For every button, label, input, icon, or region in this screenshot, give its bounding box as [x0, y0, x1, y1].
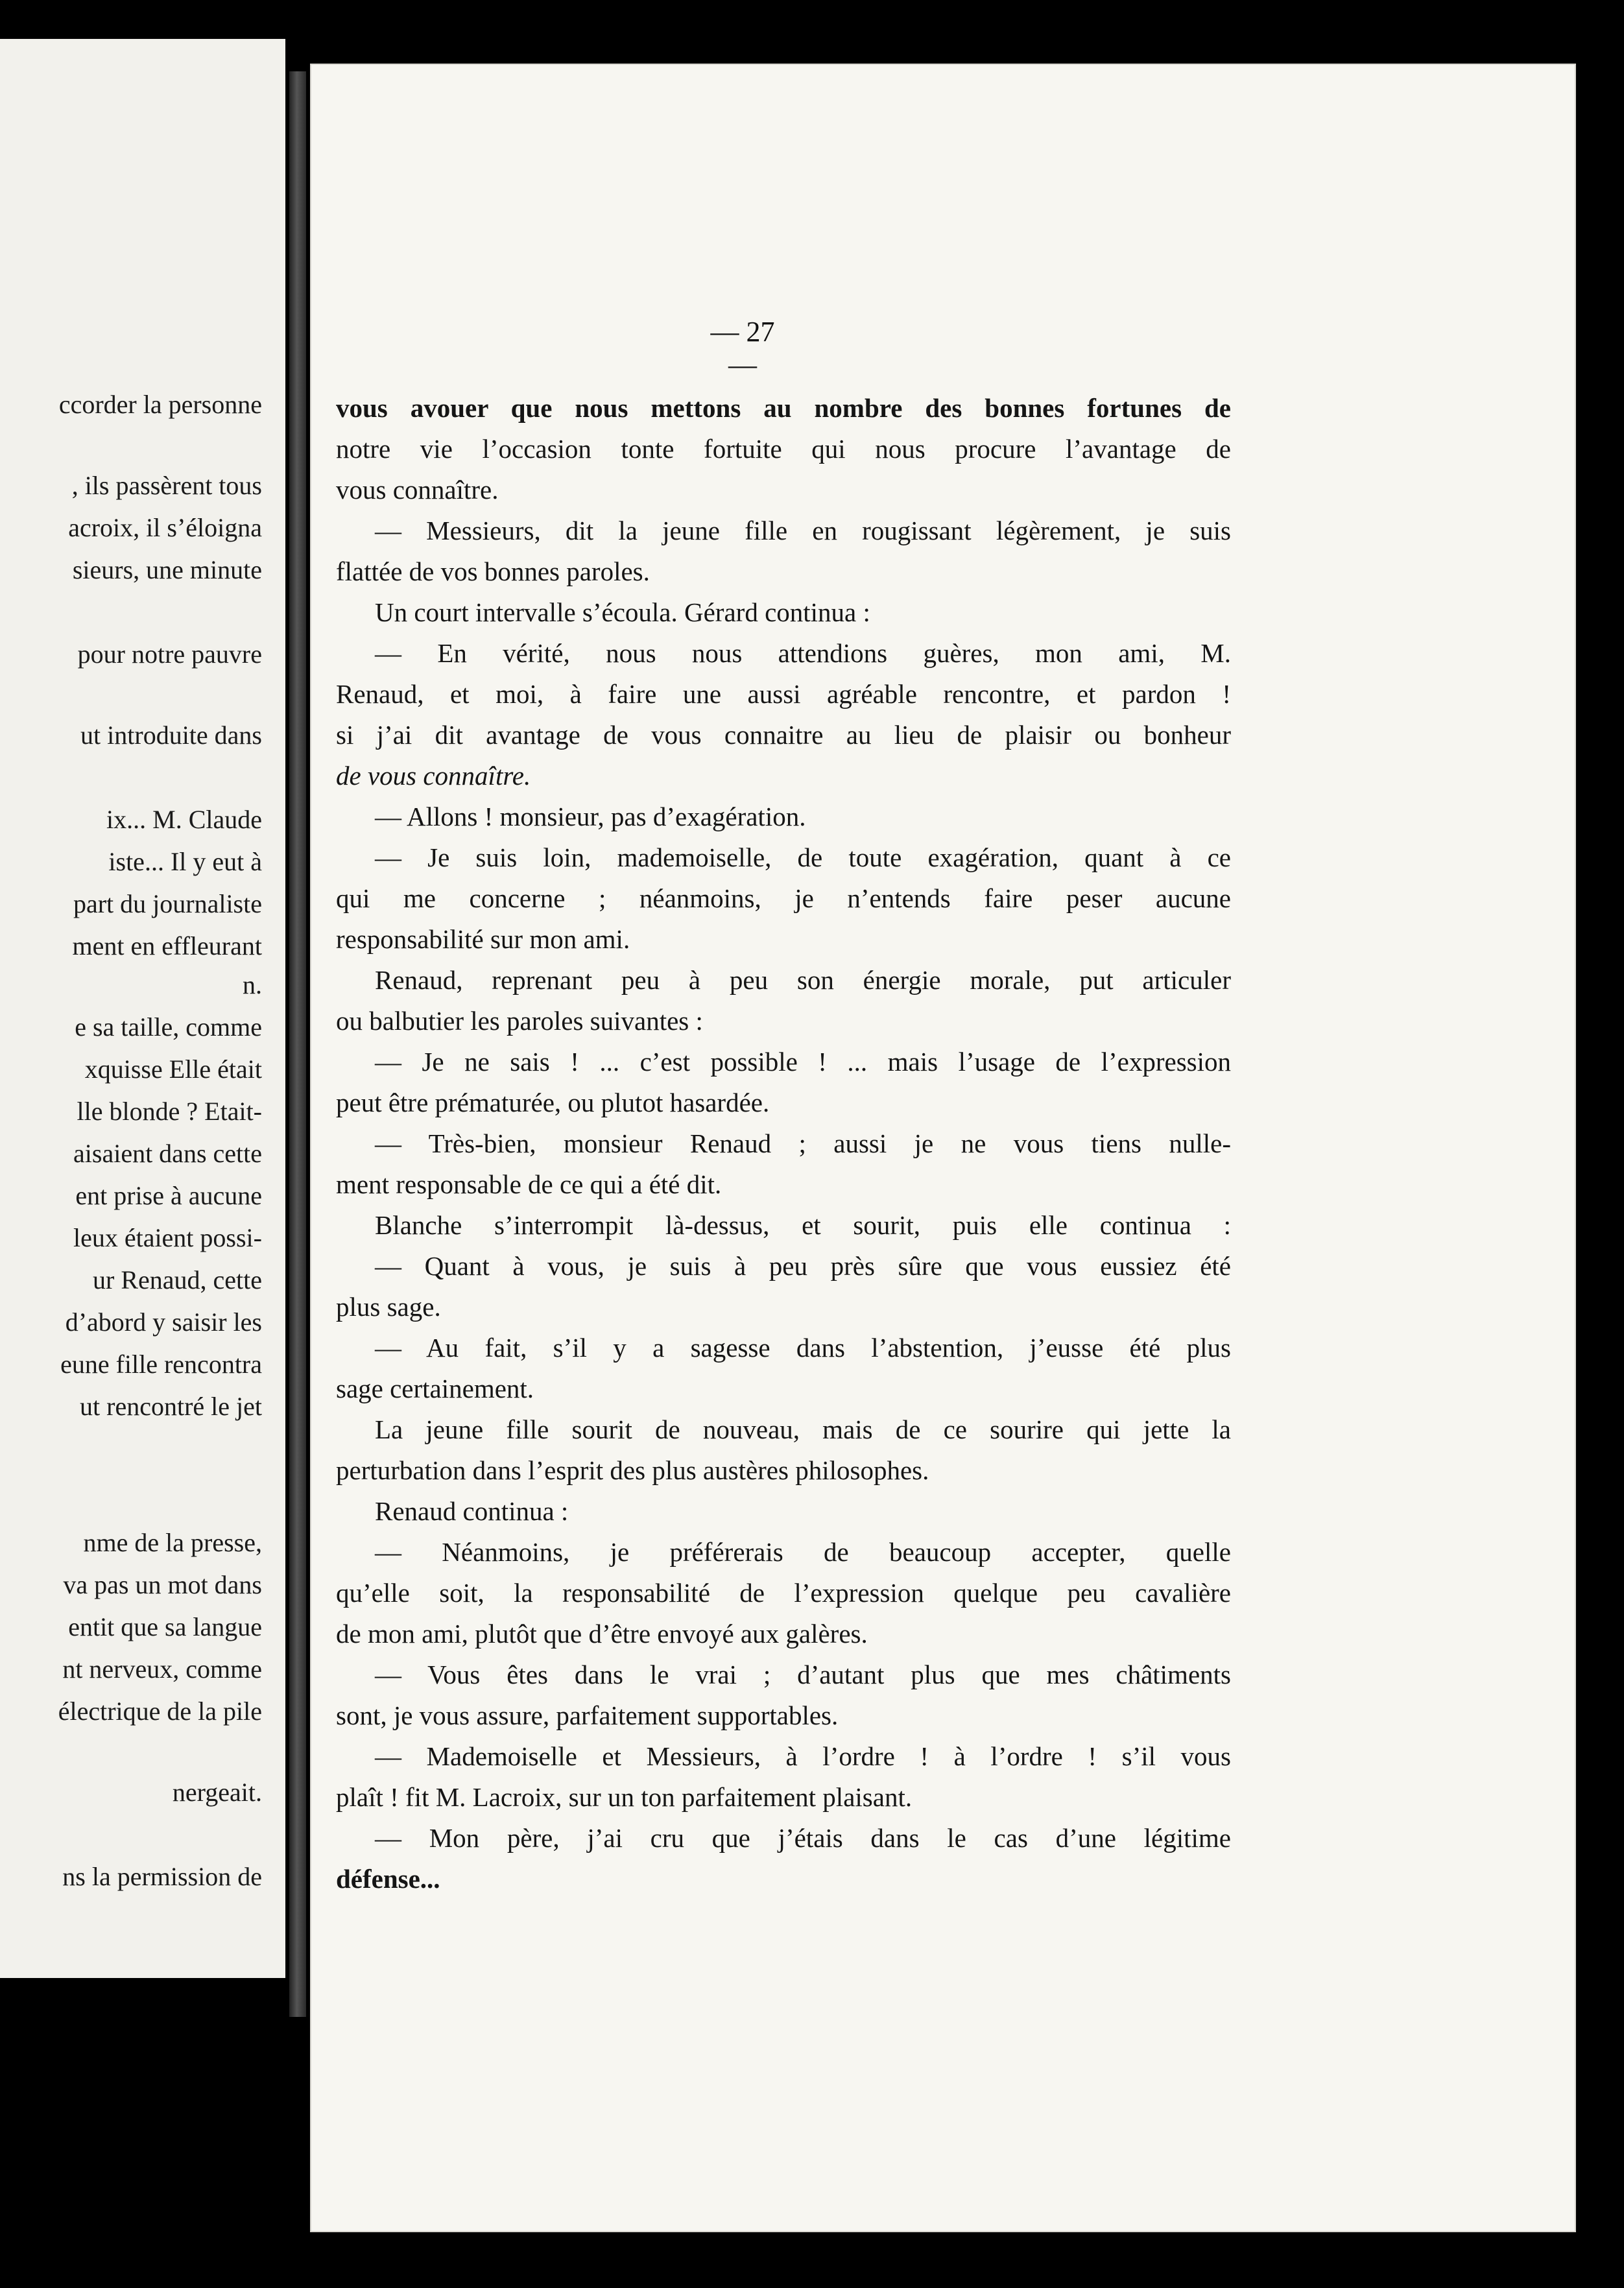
left-page-line: nt nerveux, comme — [62, 1654, 262, 1684]
text-line: La jeune fille sourit de nouveau, mais de ce sourire qui jette la — [375, 1414, 1231, 1444]
left-page-line: d’abord y saisir les — [65, 1307, 262, 1337]
left-page-line: ut rencontré le jet — [80, 1392, 262, 1421]
text-line: plus sage. — [336, 1292, 441, 1322]
page-number: — 27 — — [710, 316, 775, 381]
left-page-line: ns la permission de — [62, 1862, 262, 1891]
left-page-line: e sa taille, comme — [75, 1012, 262, 1042]
text-line: vous connaître. — [336, 475, 499, 505]
left-page-line: lle blonde ? Etait- — [77, 1097, 262, 1126]
text-line: de mon ami, plutôt que d’être envoyé aux galères. — [336, 1619, 868, 1649]
text-line: vous avouer que nous mettons au nombre des bonnes fortunes de — [336, 393, 1231, 423]
left-page-line: , ils passèrent tous — [71, 471, 262, 500]
text-line: — Au fait, s’il y a sagesse dans l’abstention, j’eusse été plus — [375, 1333, 1231, 1363]
left-page-line: n. — [243, 970, 262, 999]
text-line: — Vous êtes dans le vrai ; d’autant plus que mes châtiments — [375, 1660, 1231, 1689]
left-page-line: ur Renaud, cette — [93, 1265, 262, 1294]
text-line: sont, je vous assure, parfaitement supportables. — [336, 1700, 839, 1730]
left-page-line: pour notre pauvre — [77, 639, 262, 669]
left-page-line: va pas un mot dans — [63, 1570, 262, 1599]
text-line: plaît ! fit M. Lacroix, sur un ton parfaitement plaisant. — [336, 1782, 913, 1812]
text-line: — Très-bien, monsieur Renaud ; aussi je ne vous tiens nulle- — [375, 1128, 1231, 1158]
text-line: — Messieurs, dit la jeune fille en rougissant légèrement, je suis — [375, 516, 1231, 545]
left-page-line: sieurs, une minute — [72, 555, 262, 584]
text-line: — Je suis loin, mademoiselle, de toute exagération, quant à ce — [375, 842, 1231, 872]
text-line: défense... — [336, 1864, 440, 1894]
text-line: peut être prématurée, ou plutot hasardée. — [336, 1088, 770, 1117]
text-line: — Mon père, j’ai cru que j’étais dans le cas d’une légitime — [375, 1823, 1231, 1853]
text-line: qu’elle soit, la responsabilité de l’expression quelque peu cavalière — [336, 1578, 1231, 1608]
text-line: perturbation dans l’esprit des plus austères philosophes. — [336, 1455, 929, 1485]
text-line: — Néanmoins, je préférerais de beaucoup accepter, quelle — [375, 1537, 1231, 1567]
text-line: Blanche s’interrompit là-dessus, et sourit, puis elle continua : — [375, 1210, 1231, 1240]
text-line: ment responsable de ce qui a été dit. — [336, 1169, 722, 1199]
text-line: ou balbutier les paroles suivantes : — [336, 1006, 703, 1036]
left-page-line: ccorder la personne — [58, 390, 262, 419]
left-page-line: ment en effleurant — [72, 931, 262, 960]
left-page-line: acroix, il s’éloigna — [68, 513, 262, 542]
text-line: flattée de vos bonnes paroles. — [336, 556, 650, 586]
book-gutter — [289, 71, 306, 2017]
text-line: — Quant à vous, je suis à peu près sûre que vous eussiez été — [375, 1251, 1231, 1281]
text-line: qui me concerne ; néanmoins, je n’entends faire peser aucune — [336, 883, 1231, 913]
text-line: Un court intervalle s’écoula. Gérard continua : — [375, 597, 870, 627]
left-page-line: iste... Il y eut à — [108, 847, 262, 876]
left-page-line: part du journaliste — [73, 889, 262, 918]
text-line: — Allons ! monsieur, pas d’exagération. — [375, 802, 806, 831]
left-page-line: nme de la presse, — [83, 1528, 262, 1557]
left-page-line: ent prise à aucune — [75, 1181, 262, 1210]
page-body-text — [336, 388, 1231, 1900]
text-line: Renaud, et moi, à faire une aussi agréable rencontre, et pardon ! — [336, 679, 1231, 709]
text-line: — Mademoiselle et Messieurs, à l’ordre ! à l’ordre ! s’il vous — [375, 1741, 1231, 1771]
left-page-line: nergeait. — [172, 1778, 262, 1807]
left-page-line: ut introduite dans — [80, 721, 262, 750]
left-page-line: entit que sa langue — [68, 1612, 262, 1641]
left-page-line: xquisse Elle était — [84, 1055, 262, 1084]
left-page-line: leux étaient possi- — [73, 1223, 262, 1252]
previous-page-fragment — [0, 39, 285, 1978]
left-page-line: ix... M. Claude — [106, 805, 262, 834]
text-line: notre vie l’occasion tonte fortuite qui nous procure l’avantage de — [336, 434, 1231, 464]
text-line: Renaud, reprenant peu à peu son énergie morale, put articuler — [375, 965, 1231, 995]
text-line: si j’ai dit avantage de vous connaitre au lieu de plaisir ou bonheur — [336, 720, 1231, 750]
text-line: Renaud continua : — [375, 1496, 569, 1526]
text-line: — En vérité, nous nous attendions guères, mon ami, M. — [375, 638, 1231, 668]
text-line: responsabilité sur mon ami. — [336, 924, 630, 954]
text-line: — Je ne sais ! ... c’est possible ! ... mais l’usage de l’expression — [375, 1047, 1231, 1077]
text-line: sage certainement. — [336, 1374, 534, 1403]
text-line: de vous connaître. — [336, 761, 531, 791]
left-page-line: aisaient dans cette — [73, 1139, 262, 1168]
left-page-line: électrique de la pile — [58, 1697, 262, 1726]
left-page-line: eune fille rencontra — [60, 1350, 262, 1379]
